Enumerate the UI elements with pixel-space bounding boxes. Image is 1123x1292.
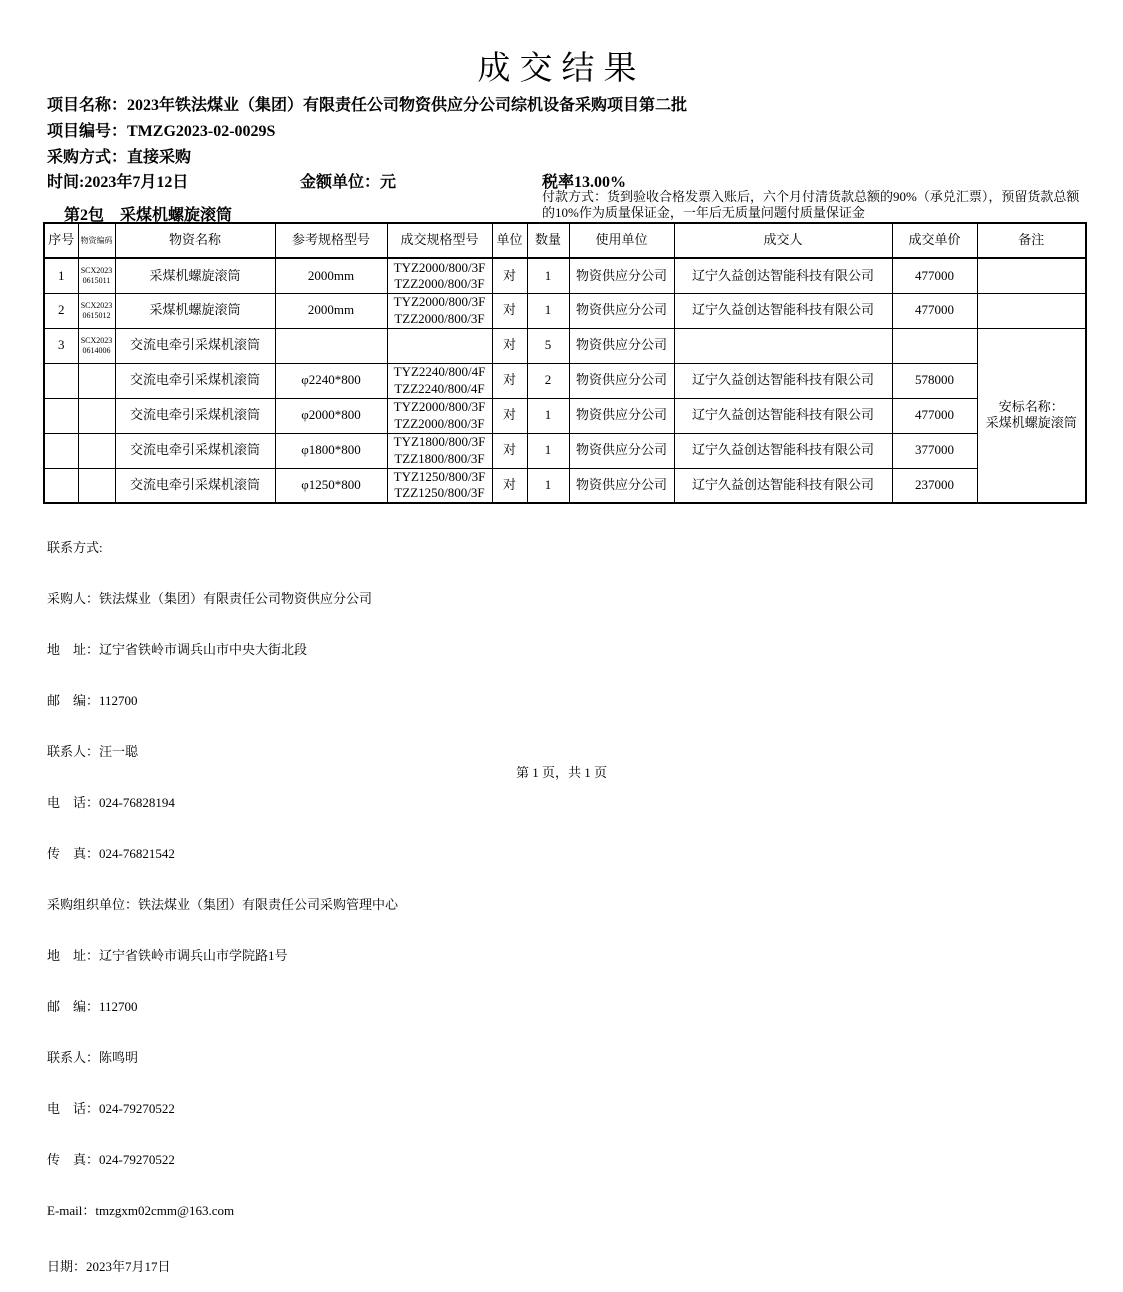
cell-winner: 辽宁久益创达智能科技有限公司: [674, 433, 892, 468]
cell-code: [78, 468, 115, 503]
cell-price: 477000: [892, 258, 977, 293]
cell-spec: [387, 328, 492, 363]
cell-winner: 辽宁久益创达智能科技有限公司: [674, 363, 892, 398]
payment-terms: 付款方式：货到验收合格发票入账后，六个月付清货款总额的90%（承兑汇票），预留货款总额的10%作为质量保证金，一年后无质量问题付质量保证金: [542, 189, 1080, 221]
cell-unit: 对: [492, 328, 527, 363]
cell-name: 交流电牵引采煤机滚筒: [115, 468, 275, 503]
cell-seq: [44, 468, 78, 503]
cell-winner: [674, 328, 892, 363]
cell-remark: [977, 258, 1086, 293]
cell-unit: 对: [492, 293, 527, 328]
cell-unit: 对: [492, 258, 527, 293]
table-row: [44, 398, 1086, 433]
cell-ref: φ1250*800: [275, 468, 387, 503]
cell-seq: 2: [44, 293, 78, 328]
cell-user: 物资供应分公司: [569, 293, 674, 328]
package-heading: 第2包 采煤机螺旋滚筒: [64, 207, 233, 224]
col-header-user: 使用单位: [569, 223, 674, 258]
col-header-unit: 单位: [492, 223, 527, 258]
cell-ref: φ2000*800: [275, 398, 387, 433]
cell-user: 物资供应分公司: [569, 328, 674, 363]
project-name-line: 项目名称：2023年铁法煤业（集团）有限责任公司物资供应分公司综机设备采购项目第二批: [47, 97, 688, 114]
col-header-qty: 数量: [527, 223, 569, 258]
purchase-method-line: 采购方式：直接采购: [47, 149, 192, 166]
cell-ref: φ1800*800: [275, 433, 387, 468]
table-row: [44, 468, 1086, 503]
cell-qty: 2: [527, 363, 569, 398]
cell-code: [78, 363, 115, 398]
contact-line: 联系人：汪一聪: [47, 744, 139, 759]
cell-ref: 2000mm: [275, 258, 387, 293]
cell-spec: TYZ2240/800/4F TZZ2240/800/4F: [387, 363, 492, 398]
page-footer: 第 1 页，共 1 页: [515, 765, 607, 780]
results-table: [43, 222, 1087, 504]
cell-spec: TYZ1800/800/3F TZZ1800/800/3F: [387, 433, 492, 468]
contact-line: 电 话：024-79270522: [47, 1101, 175, 1116]
cell-code: [78, 398, 115, 433]
cell-user: 物资供应分公司: [569, 433, 674, 468]
cell-user: 物资供应分公司: [569, 468, 674, 503]
cell-name: 交流电牵引采煤机滚筒: [115, 398, 275, 433]
cell-seq: 3: [44, 328, 78, 363]
cell-qty: 1: [527, 468, 569, 503]
col-header-winner: 成交人: [674, 223, 892, 258]
cell-seq: [44, 398, 78, 433]
cell-remark: [977, 293, 1086, 328]
cell-unit: 对: [492, 433, 527, 468]
cell-unit: 对: [492, 398, 527, 433]
cell-price: 477000: [892, 398, 977, 433]
table-header-row: [44, 223, 1086, 258]
cell-price: [892, 328, 977, 363]
cell-price: 237000: [892, 468, 977, 503]
cell-name: 采煤机螺旋滚筒: [115, 258, 275, 293]
table-row: [44, 433, 1086, 468]
cell-seq: [44, 363, 78, 398]
cell-name: 交流电牵引采煤机滚筒: [115, 363, 275, 398]
tax-rate-label: 税率13.00%: [542, 174, 627, 191]
cell-ref: φ2240*800: [275, 363, 387, 398]
contact-line: 传 真：024-79270522: [47, 1152, 175, 1167]
cell-price: 377000: [892, 433, 977, 468]
col-header-name: 物资名称: [115, 223, 275, 258]
contact-line: 采购人：铁法煤业（集团）有限责任公司物资供应分公司: [47, 591, 373, 606]
cell-name: 采煤机螺旋滚筒: [115, 293, 275, 328]
contact-line: 邮 编：112700: [47, 693, 138, 708]
page-title: 成交结果: [477, 51, 646, 87]
project-code-line: 项目编号：TMZG2023-02-0029S: [47, 123, 276, 140]
cell-price: 477000: [892, 293, 977, 328]
cell-ref: 2000mm: [275, 293, 387, 328]
col-header-code: 物资编码: [78, 223, 115, 258]
col-header-remark: 备注: [977, 223, 1086, 258]
col-header-ref: 参考规格型号: [275, 223, 387, 258]
col-header-price: 成交单价: [892, 223, 977, 258]
contact-line: 邮 编：112700: [47, 999, 138, 1014]
cell-spec: TYZ1250/800/3F TZZ1250/800/3F: [387, 468, 492, 503]
contact-line: 地 址：辽宁省铁岭市调兵山市学院路1号: [47, 948, 288, 963]
cell-name: 交流电牵引采煤机滚筒: [115, 433, 275, 468]
cell-user: 物资供应分公司: [569, 398, 674, 433]
cell-price: 578000: [892, 363, 977, 398]
cell-code: SCX2023 0614006: [78, 328, 115, 363]
cell-winner: 辽宁久益创达智能科技有限公司: [674, 293, 892, 328]
cell-ref: [275, 328, 387, 363]
cell-winner: 辽宁久益创达智能科技有限公司: [674, 258, 892, 293]
col-header-spec: 成交规格型号: [387, 223, 492, 258]
col-header-seq: 序号: [44, 223, 78, 258]
contact-line: 电 话：024-76828194: [47, 795, 175, 810]
cell-user: 物资供应分公司: [569, 258, 674, 293]
cell-qty: 1: [527, 398, 569, 433]
table-row: [44, 293, 1086, 328]
cell-code: SCX2023 0615012: [78, 293, 115, 328]
cell-name: 交流电牵引采煤机滚筒: [115, 328, 275, 363]
table-row: [44, 363, 1086, 398]
cell-seq: [44, 433, 78, 468]
contact-line: 传 真：024-76821542: [47, 846, 175, 861]
contact-block: [47, 505, 398, 1292]
cell-code: [78, 433, 115, 468]
amount-unit-label: 金额单位：元: [300, 174, 397, 191]
contact-line: E-mail：tmzgxm02cmm@163.com: [47, 1203, 235, 1218]
contact-line: 联系人：陈鸣明: [47, 1050, 139, 1065]
cell-unit: 对: [492, 363, 527, 398]
cell-seq: 1: [44, 258, 78, 293]
cell-spec: TYZ2000/800/3F TZZ2000/800/3F: [387, 398, 492, 433]
cell-winner: 辽宁久益创达智能科技有限公司: [674, 398, 892, 433]
cell-spec: TYZ2000/800/3F TZZ2000/800/3F: [387, 293, 492, 328]
contact-line: 联系方式:: [47, 540, 103, 555]
cell-qty: 1: [527, 258, 569, 293]
table-row: [44, 328, 1086, 363]
cell-user: 物资供应分公司: [569, 363, 674, 398]
contact-line: 采购组织单位：铁法煤业（集团）有限责任公司采购管理中心: [47, 897, 399, 912]
cell-spec: TYZ2000/800/3F TZZ2000/800/3F: [387, 258, 492, 293]
cell-code: SCX2023 0615011: [78, 258, 115, 293]
cell-qty: 5: [527, 328, 569, 363]
contact-line: 地 址：辽宁省铁岭市调兵山市中央大街北段: [47, 642, 308, 657]
cell-remark-merged: 安标名称： 采煤机螺旋滚筒: [977, 328, 1086, 503]
cell-winner: 辽宁久益创达智能科技有限公司: [674, 468, 892, 503]
date-line: 日期：2023年7月17日: [47, 1259, 171, 1274]
cell-qty: 1: [527, 433, 569, 468]
table-row: [44, 258, 1086, 293]
cell-unit: 对: [492, 468, 527, 503]
cell-qty: 1: [527, 293, 569, 328]
time-line: 时间:2023年7月12日: [47, 174, 189, 191]
